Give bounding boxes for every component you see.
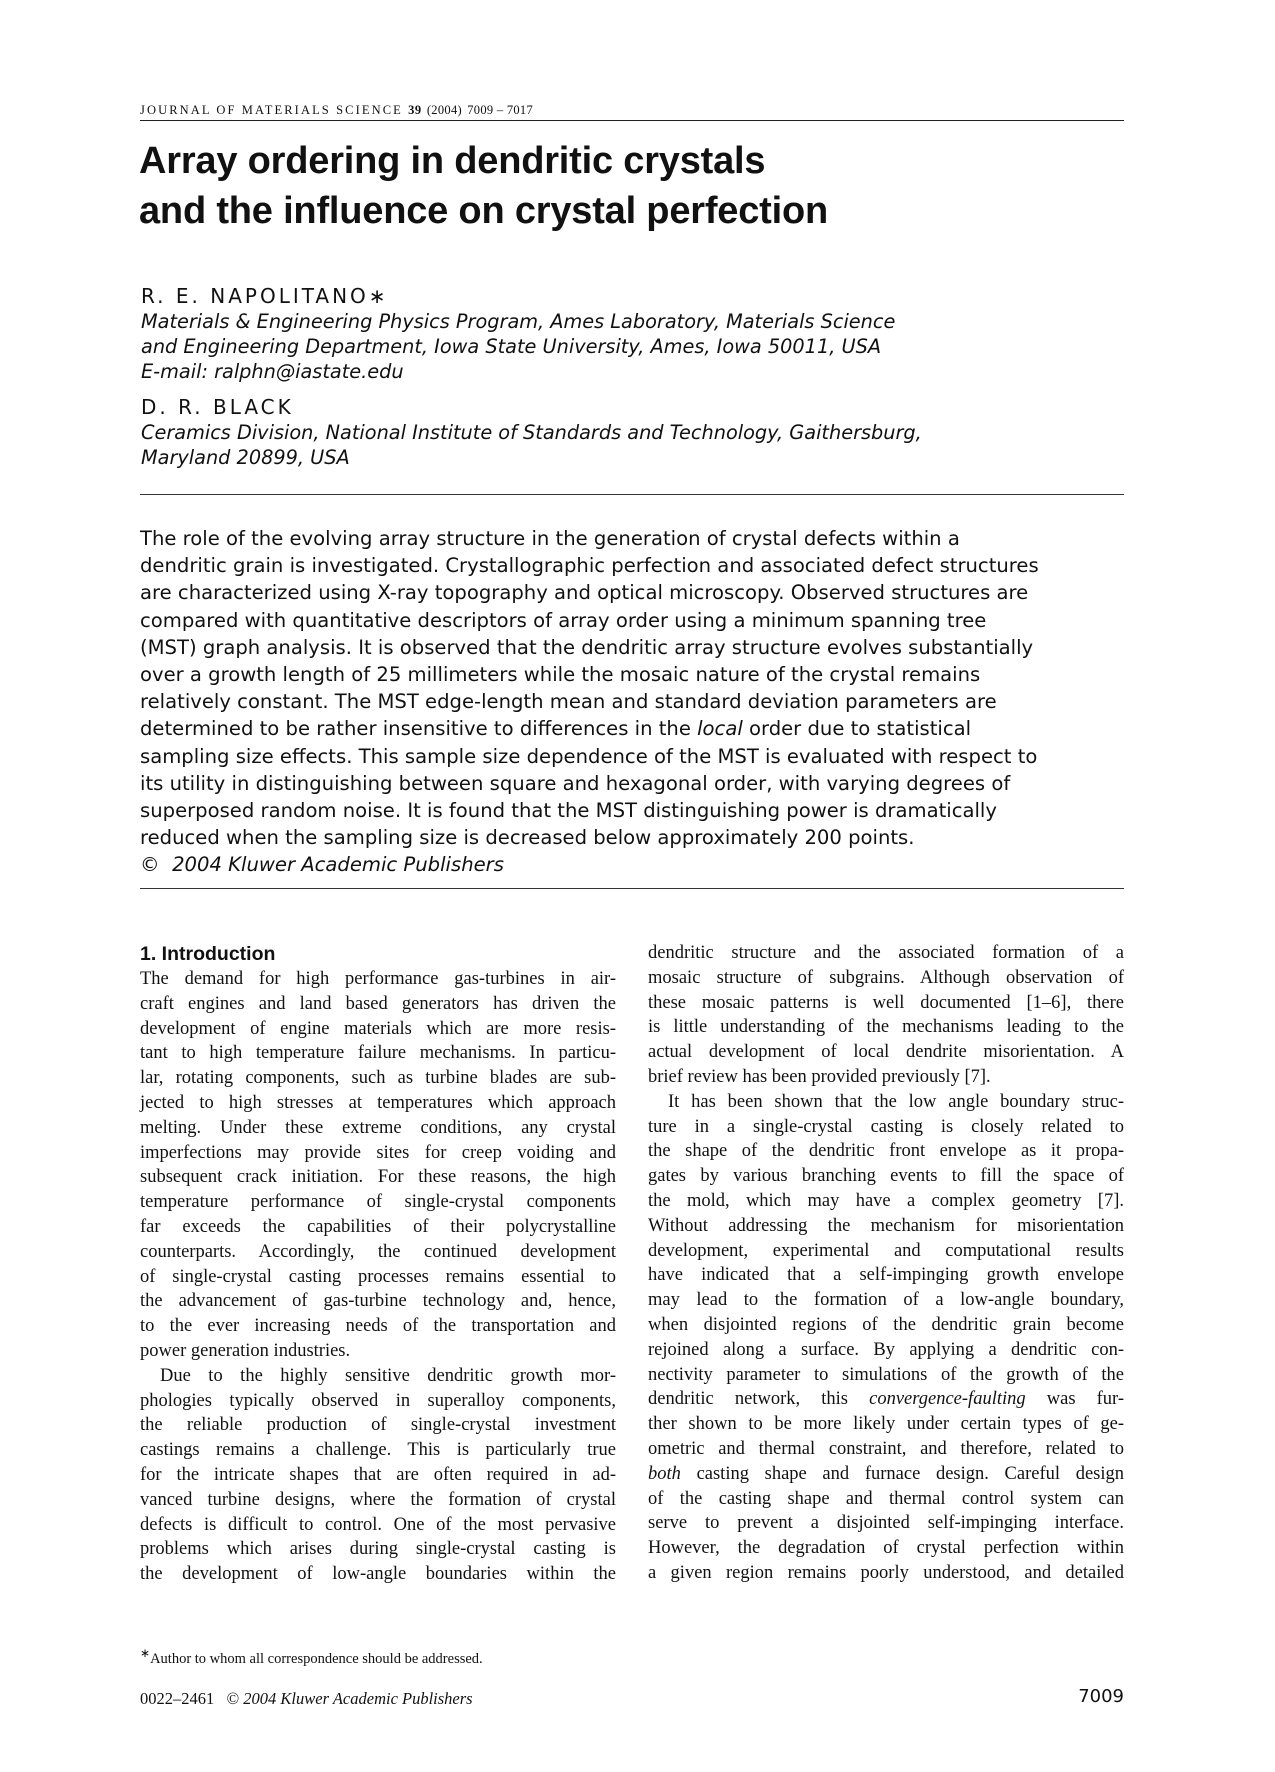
body-line: gates by various branching events to fill the space of (648, 1166, 1124, 1187)
body-line: the development of low-angle boundaries within the (140, 1564, 616, 1585)
body-line (648, 1387, 1124, 1412)
body-line: have indicated that a self-impinging growth envelope (648, 1265, 1124, 1286)
affiliation-line: Materials & Engineering Physics Program, Ames Laboratory, Materials Science (141, 310, 896, 333)
body-line: ther shown to be more likely under certain types of ge- (648, 1414, 1124, 1435)
divider-bottom (140, 888, 1124, 889)
body-line: Without addressing the mechanism for misorientation (648, 1215, 1124, 1236)
body-line: defects is difficult to control. One of the most pervasive (140, 1514, 616, 1535)
abstract-line: compared with quantitative descriptors of array order using a minimum spanning tree (140, 608, 987, 632)
body-line: a given region remains poorly understood, and detailed (648, 1562, 1124, 1583)
author-affiliation (141, 420, 1131, 470)
body-emphasis: convergence-faulting (869, 1389, 1026, 1410)
body-line: craft engines and land based generators has driven the (140, 993, 616, 1014)
body-line: the reliable production of single-crystal investment (140, 1415, 616, 1436)
title-line: and the influence on crystal perfection (139, 190, 829, 232)
footnote (140, 1646, 483, 1668)
body-line: nectivity parameter to simulations of the growth of the (648, 1364, 1124, 1385)
footer-publisher: 2004 Kluwer Academic Publishers (243, 1689, 473, 1708)
body-line: serve to prevent a disjointed self-impinging interface. (648, 1513, 1124, 1534)
body-text: dendritic network, this (648, 1389, 870, 1410)
footnote-text: Author to whom all correspondence should be addressed. (150, 1650, 483, 1667)
author-name: R. E. NAPOLITANO (141, 284, 369, 308)
section-heading: 1. Introduction (140, 943, 276, 965)
body-line: Due to the highly sensitive dendritic growth mor- (160, 1365, 616, 1386)
author-list (141, 283, 1131, 470)
page-footer (140, 1689, 473, 1709)
author-name-line (141, 283, 1131, 309)
body-line: subsequent crack initiation. For these reasons, the high (140, 1167, 616, 1188)
journal-pages: 7009 – 7017 (467, 103, 534, 117)
journal-year: (2004) (426, 103, 462, 117)
abstract-line: sampling size effects. This sample size dependence of the MST is evaluated with respect to (140, 744, 1038, 768)
body-line: ometric and thermal constraint, and therefore, related to (648, 1438, 1124, 1459)
body-line: power generation industries. (140, 1340, 351, 1361)
body-line: tant to high temperature failure mechanisms. In particu- (140, 1043, 616, 1064)
body-line: imperfections may provide sites for creep voiding and (140, 1142, 616, 1163)
body-line: castings remains a challenge. This is particularly true (140, 1440, 616, 1461)
issn: 0022–2461 (140, 1689, 215, 1708)
body-line: phologies typically observed in superalloy components, (140, 1390, 616, 1411)
body-line: melting. Under these extreme conditions, any crystal (140, 1117, 616, 1138)
abstract-line: The role of the evolving array structure in the generation of crystal defects within a (140, 527, 960, 550)
abstract-copyright (140, 851, 1130, 878)
body-line: development, experimental and computational results (648, 1240, 1124, 1261)
abstract-line: its utility in distinguishing between square and hexagonal order, with varying degrees of (140, 771, 1011, 795)
journal-volume: 39 (408, 103, 422, 117)
body-line: rejoined along a surface. By applying a dendritic con- (648, 1339, 1124, 1360)
abstract-line: superposed random noise. It is found that the MST distinguishing power is dramatically (140, 799, 997, 823)
affiliation-line: Ceramics Division, National Institute of Standards and Technology, Gaithersburg, (141, 421, 922, 444)
abstract-line: reduced when the sampling size is decreased below approximately 200 points. (140, 826, 915, 850)
copyright-symbol: © (140, 853, 160, 877)
body-line: The demand for high performance gas-turbines in air- (140, 969, 616, 989)
abstract-line: (MST) graph analysis. It is observed that the dendritic array structure evolves substantially (140, 635, 1034, 659)
body-line: It has been shown that the low angle boundary struc- (668, 1091, 1124, 1112)
page-number: 7009 (1078, 1686, 1124, 1707)
abstract-line: are characterized using X-ray topography and optical microscopy. Observed structures are (140, 581, 1029, 605)
body-line: mosaic structure of subgrains. Although observation of (648, 967, 1124, 988)
body-line: these mosaic patterns is well documented [1–6], there (648, 992, 1124, 1013)
body-line: the advancement of gas-turbine technology and, hence, (140, 1291, 616, 1312)
body-line: when disjointed regions of the dendritic grain become (648, 1314, 1124, 1335)
author-email[interactable]: E-mail: ralphn@iastate.edu (141, 360, 404, 383)
body-line: of single-crystal casting processes remains essential to (140, 1266, 616, 1287)
author-affiliation (141, 309, 1131, 384)
abstract-line: relatively constant. The MST edge-length mean and standard deviation parameters are (140, 690, 997, 714)
divider-top (140, 494, 1124, 495)
body-line: actual development of local dendrite misorientation. A (648, 1042, 1124, 1063)
body-line: problems which arises during single-crystal casting is (140, 1539, 616, 1560)
body-line: of the casting shape and thermal control system can (648, 1488, 1124, 1509)
article-title (139, 136, 1139, 236)
body-line: However, the degradation of crystal perfection within (648, 1538, 1124, 1559)
abstract (140, 525, 1130, 879)
abstract-line: over a growth length of 25 millimeters while the mosaic nature of the crystal remains (140, 663, 981, 687)
abstract-text: order due to statistical (742, 717, 972, 741)
abstract-emphasis: local (697, 717, 743, 741)
author-block (141, 283, 1131, 384)
body-column-left (140, 941, 616, 1587)
corresponding-author-mark: ∗ (368, 284, 389, 308)
journal-name: JOURNAL OF MATERIALS SCIENCE (140, 103, 403, 117)
body-line: to the ever increasing needs of the transportation and (140, 1316, 616, 1337)
body-line: may lead to the formation of a low-angle boundary, (648, 1290, 1124, 1311)
copyright-symbol: © (226, 1689, 240, 1708)
body-line: jected to high stresses at temperatures which approach (140, 1092, 616, 1113)
author-name: D. R. BLACK (141, 395, 294, 419)
footnote-mark: ∗ (140, 1646, 151, 1660)
abstract-text: determined to be rather insensitive to differences in the (140, 717, 698, 741)
body-line: counterparts. Accordingly, the continued development (140, 1241, 616, 1262)
abstract-line: dendritic grain is investigated. Crystallographic perfection and associated defect structures (140, 554, 1039, 578)
body-line: development of engine materials which are more resis- (140, 1018, 616, 1039)
body-line: vanced turbine designs, where the formation of crystal (140, 1489, 616, 1510)
affiliation-line: and Engineering Department, Iowa State University, Ames, Iowa 50011, USA (141, 335, 882, 358)
body-line: temperature performance of single-crystal components (140, 1192, 616, 1213)
body-line: the shape of the dendritic front envelope as it propa- (648, 1141, 1124, 1162)
running-head (140, 103, 1124, 121)
body-line: far exceeds the capabilities of their polycrystalline (140, 1216, 616, 1237)
affiliation-line: Maryland 20899, USA (141, 446, 350, 469)
body-line (648, 1462, 1124, 1487)
body-line: ture in a single-crystal casting is closely related to (648, 1116, 1124, 1137)
copyright-text: 2004 Kluwer Academic Publishers (172, 853, 504, 877)
title-line: Array ordering in dendritic crystals (139, 140, 766, 182)
body-text: casting shape and furnace design. Careful design (680, 1463, 1124, 1484)
body-line: for the intricate shapes that are often required in ad- (140, 1464, 616, 1485)
body-text: was fur- (1025, 1389, 1125, 1410)
author-block (141, 394, 1131, 470)
body-column-right (648, 941, 1124, 1586)
body-line: brief review has been provided previously [7]. (648, 1066, 991, 1087)
body-line: dendritic structure and the associated formation of a (648, 943, 1124, 963)
body-line: the mold, which may have a complex geometry [7]. (648, 1190, 1124, 1211)
abstract-line (140, 715, 1130, 742)
body-line: lar, rotating components, such as turbine blades are sub- (140, 1068, 616, 1089)
body-emphasis: both (648, 1463, 681, 1484)
body-line: is little understanding of the mechanisms leading to the (648, 1017, 1124, 1038)
